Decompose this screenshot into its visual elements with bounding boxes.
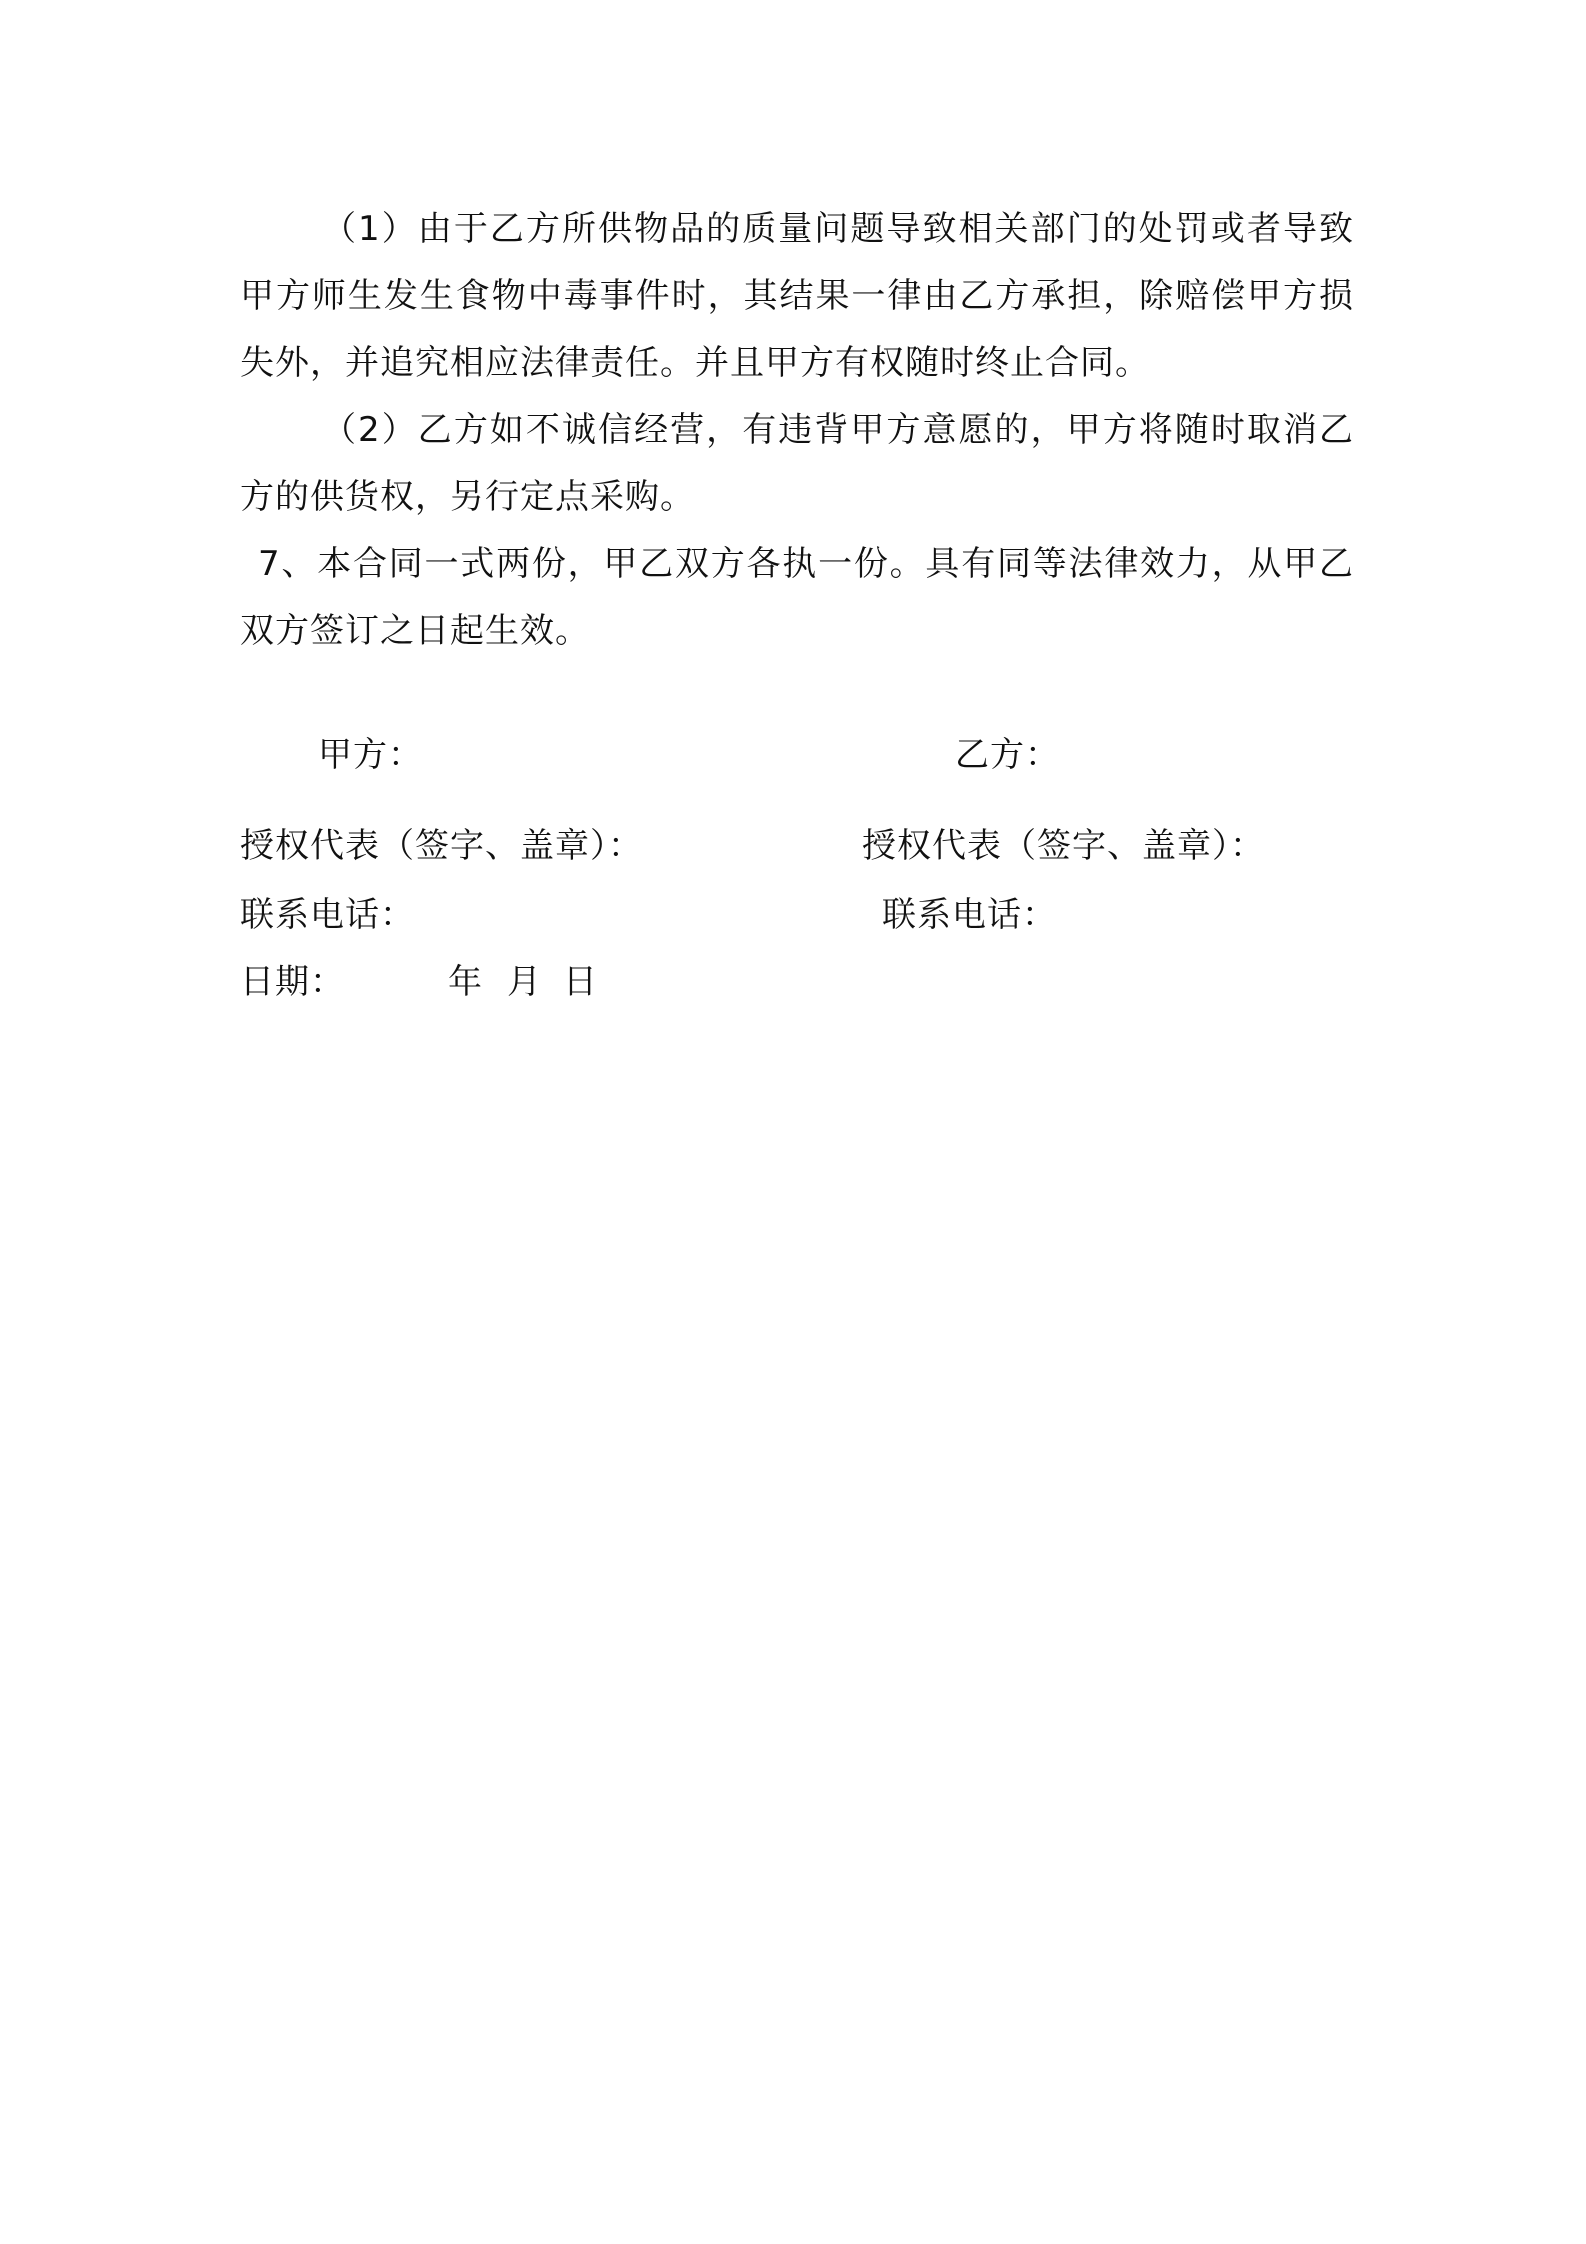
date-month: 月 xyxy=(507,962,542,1002)
phone-a-label: 联系电话： xyxy=(240,895,415,935)
clause-2: （2）乙方如不诚信经营，有违背甲方意愿的，甲方将随时取消乙方的供货权，另行定点采购。 xyxy=(240,410,1354,517)
contract-body xyxy=(240,196,1354,665)
date-year: 年 xyxy=(448,962,483,1002)
party-a-label: 甲方： xyxy=(318,735,423,775)
phone-b-label: 联系电话： xyxy=(882,895,1057,935)
clause-7: 7、本合同一式两份，甲乙双方各执一份。具有同等法律效力，从甲乙双方签订之日起生效。 xyxy=(240,544,1354,651)
date-day: 日 xyxy=(563,962,598,1002)
representative-b-label: 授权代表（签字、盖章）： xyxy=(862,826,1265,866)
clause-1: （1）由于乙方所供物品的质量问题导致相关部门的处罚或者导致甲方师生发生食物中毒事件时，其结果一律由乙方承担，除赔偿甲方损失外，并追究相应法律责任。并且甲方有权随时终止合同。 xyxy=(240,209,1354,383)
party-b-label: 乙方： xyxy=(955,735,1060,775)
date-label: 日期： xyxy=(240,962,345,1002)
representative-a-label: 授权代表（签字、盖章）： xyxy=(240,826,643,866)
